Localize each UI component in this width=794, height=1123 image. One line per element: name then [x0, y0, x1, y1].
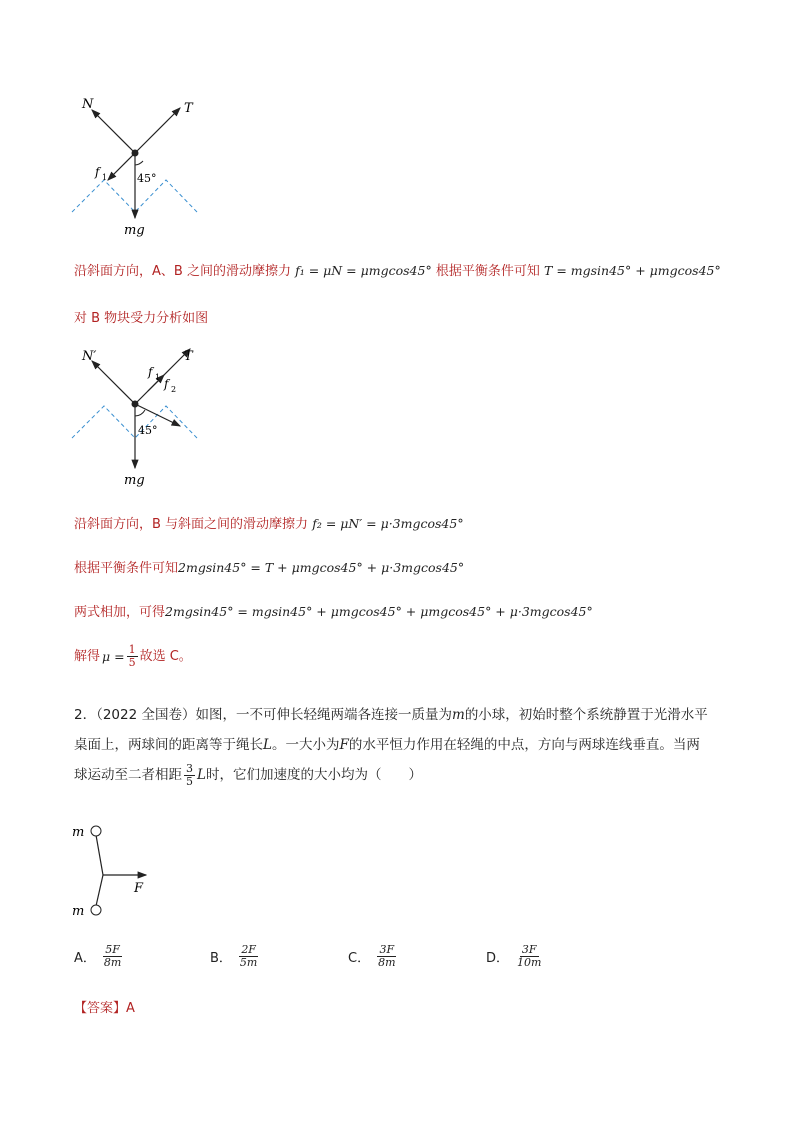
svg-text:1: 1	[102, 173, 108, 182]
option-d[interactable]: D． $\frac{3F}{10m}$	[486, 943, 542, 969]
svg-text:T: T	[184, 349, 193, 364]
force-diagram-block-b	[60, 340, 220, 490]
angle-arc	[135, 161, 143, 165]
svg-text:m: m	[72, 825, 85, 840]
solution-line-4: 根据平衡条件可知2mgsin45° = T + μmgcos45° + μ·3mgcos45°	[74, 560, 465, 576]
ball-top	[91, 826, 101, 836]
svg-text:f: f	[95, 165, 100, 179]
question-2	[74, 700, 734, 790]
svg-text:45°: 45°	[138, 424, 158, 437]
solution-line-2: 对 B 物块受力分析如图	[74, 311, 209, 326]
svg-text:F: F	[134, 881, 144, 896]
normal-force-arrow	[92, 361, 135, 404]
two-ball-rope-diagram	[66, 818, 176, 928]
angle-arc	[135, 410, 145, 416]
svg-text:N: N	[82, 97, 94, 112]
rope-lower	[96, 875, 103, 906]
answer-line: 【答案】A	[74, 1001, 135, 1016]
fraction-mu: $\frac{1}{5}$	[128, 643, 136, 669]
svg-text:T: T	[184, 101, 193, 116]
svg-text:N′: N′	[82, 349, 97, 364]
solution-line-6: 解得 μ = $\frac{1}{5}$ 故选 C。	[74, 643, 192, 669]
svg-text:2: 2	[171, 385, 177, 394]
svg-text:mg: mg	[124, 223, 145, 238]
slope-line	[135, 404, 180, 426]
tension-arrow	[135, 108, 180, 153]
question-line-3: 球运动至二者相距 $\frac{3}{5}$ L 时，它们加速度的大小均为（ ）	[74, 761, 422, 788]
svg-text:1: 1	[155, 373, 161, 382]
question-line-2: 桌面上，两球间的距离等于绳长L。一大小为F的水平恒力作用在轻绳的中点，方向与两球连线垂直。当两	[74, 737, 700, 753]
solution-line-5: 两式相加，可得2mgsin45° = mgsin45° + μmgcos45° + μmgcos45° + μ·3mgcos45°	[74, 604, 593, 620]
friction-arrow	[108, 153, 135, 180]
normal-force-arrow	[92, 110, 135, 153]
option-c[interactable]: C． $\frac{3F}{8m}$	[348, 943, 396, 969]
question-line-1: 2．（2022 全国卷）如图，一不可伸长轻绳两端各连接一质量为m的小球，初始时整个系统静置于光滑水平	[74, 707, 708, 723]
svg-text:m: m	[72, 904, 85, 919]
svg-text:f: f	[164, 377, 169, 391]
solution-line-3: 沿斜面方向，B 与斜面之间的滑动摩擦力 f₂ = μN′ = μ·3mgcos45°	[74, 516, 464, 532]
ball-bottom	[91, 905, 101, 915]
svg-text:mg: mg	[124, 473, 145, 488]
svg-text:f: f	[148, 365, 153, 379]
option-a[interactable]: A． $\frac{5F}{8m}$	[74, 943, 122, 969]
svg-text:45°: 45°	[137, 172, 157, 185]
option-b[interactable]: B． $\frac{2F}{5m}$	[210, 943, 258, 969]
rope-upper	[96, 835, 103, 875]
solution-line-1: 沿斜面方向，A、B 之间的滑动摩擦力 f₁ = μN = μmgcos45° 根据平衡条件可知 T = mgsin45° + μmgcos45°	[74, 263, 721, 279]
force-diagram-block-a	[60, 90, 220, 240]
